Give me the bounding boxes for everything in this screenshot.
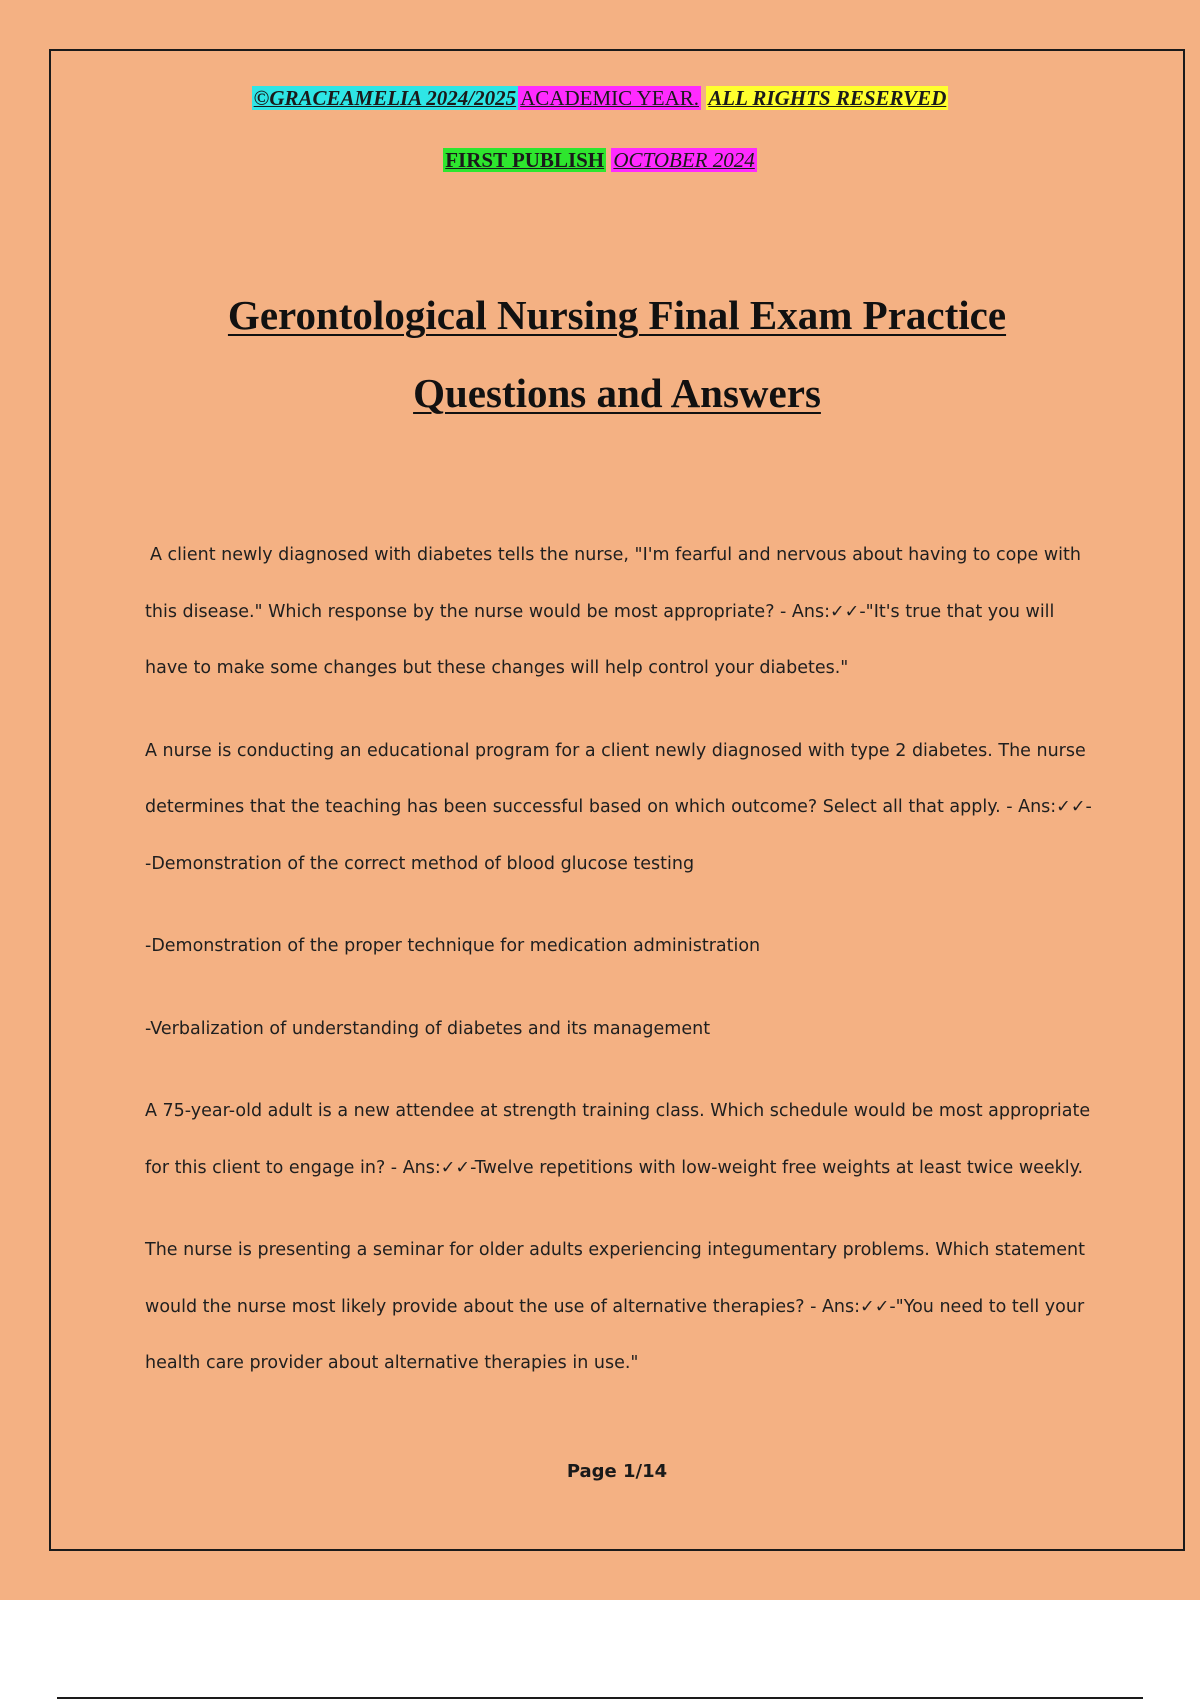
copyright-header	[0, 85, 1200, 111]
question-item: A nurse is conducting an educational program for a client newly diagnosed with type 2 diabetes. The nurse determines that the teaching has been successful based on which outcome? Select all that apply. - Ans:✓✓--Demonstration of the correct method of blood glucose testing	[145, 740, 1092, 874]
rights-reserved-highlight: ALL RIGHTS RESERVED	[708, 86, 947, 110]
next-page-rule	[57, 1697, 1143, 1699]
copyright-highlight: ©GRACEAMELIA 2024/2025	[253, 86, 517, 110]
first-publish-highlight: FIRST PUBLISH	[445, 148, 605, 172]
question-list	[145, 527, 1095, 1418]
academic-year-highlight: ACADEMIC YEAR.	[520, 86, 700, 110]
document-title	[0, 276, 1200, 432]
question-item: A 75-year-old adult is a new attendee at strength training class. Which schedule would be most appropriate for this client to engage in? - Ans:✓✓-Twelve repetitions with low-weight free weights at least twice weekly.	[145, 1101, 1091, 1178]
publish-date-highlight: OCTOBER 2024	[613, 148, 755, 172]
page-number: Page 1/14	[566, 1461, 668, 1482]
answer-item: -Demonstration of the proper technique for medication administration	[145, 936, 761, 956]
answer-item: -Verbalization of understanding of diabetes and its management	[145, 1018, 711, 1039]
title-line-1: Gerontological Nursing Final Exam Practice	[227, 292, 1007, 338]
publish-header	[0, 147, 1200, 173]
title-line-2: Questions and Answers	[413, 370, 821, 416]
question-item: The nurse is presenting a seminar for older adults experiencing integumentary problems. Which statement would the nurse most likely provide about the use of alternative therapies? - Ans:✓✓-"You need to tell your health care provider about alternative therapies in use."	[145, 1240, 1085, 1373]
question-item: A client newly diagnosed with diabetes tells the nurse, "I'm fearful and nervous about having to cope with this disease." Which response by the nurse would be most appropriate? - Ans:✓✓-"It's true that you will have to make some changes but these changes will help control your diabetes."	[145, 545, 1081, 678]
